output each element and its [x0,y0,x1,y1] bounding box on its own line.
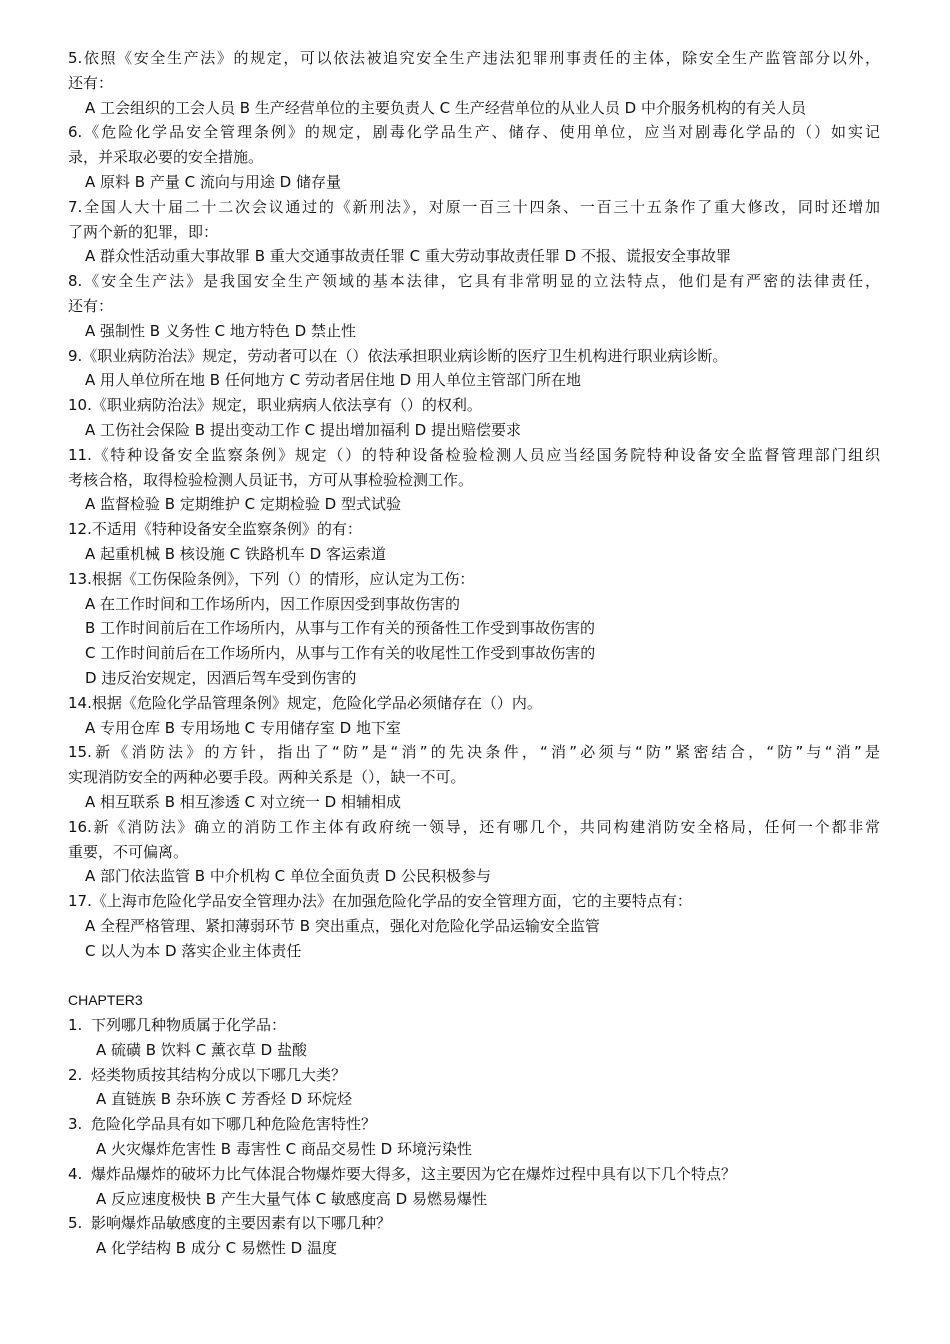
question-text: 还有： [68,73,114,92]
answer-options: A 工伤社会保险 B 提出变动工作 C 提出增加福利 D 提出赔偿要求 [85,420,521,439]
answer-option: C 工作时间前后在工作场所内，从事与工作有关的收尾性工作受到事故伤害的 [85,644,596,663]
question-text: 8.《安全生产法》是我国安全生产领域的基本法律，它具有非常明显的立法特点，他们是有严密的法律责任， [68,272,880,291]
question-text: 6.《危险化学品安全管理条例》的规定，剧毒化学品生产、储存、使用单位，应当对剧毒化学品的（）如实记 [68,123,880,142]
chapter-question [68,1162,880,1212]
question-block [68,344,880,394]
answer-options: A 专用仓库 B 专用场地 C 专用储存室 D 地下室 [85,718,401,737]
answer-options: A 相互联系 B 相互渗透 C 对立统一 D 相辅相成 [85,792,401,811]
question-text: 13.根据《工伤保险条例》，下列（）的情形，应认定为工伤： [68,569,475,588]
chapter-question-line [68,1211,880,1236]
answer-options: A 反应速度极快 B 产生大量气体 C 敏感度高 D 易燃易爆性 [96,1189,487,1208]
question-block [68,815,880,889]
chapter-question-line [68,1112,880,1137]
chapter-question [68,1013,880,1063]
answer-options: A 起重机械 B 核设施 C 铁路机车 D 客运索道 [85,544,386,563]
question-block [68,740,880,814]
chapter-question-line [68,1063,880,1088]
question-block [68,691,880,741]
question-block [68,195,880,269]
question-number: 2. [68,1065,83,1084]
question-text: 录，并采取必要的安全措施。 [68,148,264,167]
answer-options: A 化学结构 B 成分 C 易燃性 D 温度 [96,1239,337,1258]
question-text: 影响爆炸品敏感度的主要因素有以下哪几种？ [91,1214,392,1233]
question-text: 实现消防安全的两种必要手段。两种关系是（），缺一不可。 [68,768,466,787]
answer-options: A 部门依法监管 B 中介机构 C 单位全面负责 D 公民积极参与 [85,867,491,886]
question-text: 下列哪几种物质属于化学品： [91,1016,287,1035]
question-block [68,269,880,343]
question-text: 12.不适用《特种设备安全监察条例》的有： [68,520,362,539]
answer-options: A 原料 B 产量 C 流向与用途 D 储存量 [85,172,341,191]
question-text: 了两个新的犯罪，即： [68,222,219,241]
question-text: 5.依照《安全生产法》的规定，可以依法被追究安全生产违法犯罪刑事责任的主体，除安全生产监管部分以外， [68,49,880,67]
question-block [68,889,880,963]
chapter-title: CHAPTER3 [68,992,143,1009]
answer-options: A 用人单位所在地 B 任何地方 C 劳动者居住地 D 用人单位主管部门所在地 [85,371,581,390]
answer-option: A 在工作时间和工作场所内，因工作原因受到事故伤害的 [85,594,461,613]
question-text: 考核合格，取得检验检测人员证书，方可从事检验检测工作。 [68,470,474,489]
question-text: 重要，不可偏离。 [68,842,189,861]
question-number: 4. [68,1164,83,1183]
question-block [68,120,880,194]
answer-option: D 违反治安规定，因酒后驾车受到伤害的 [85,668,357,687]
answer-options: A 工会组织的工会人员 B 生产经营单位的主要负责人 C 生产经营单位的从业人员 D 中介服务机构的有关人员 [85,98,806,117]
question-text: 烃类物质按其结构分成以下哪几大类？ [91,1065,347,1084]
question-text: 危险化学品具有如下哪几种危险危害特性？ [91,1115,377,1134]
question-text: 爆炸品爆炸的破坏力比气体混合物爆炸要大得多，这主要因为它在爆炸过程中具有以下几个特点？ [91,1164,737,1183]
chapter-section [68,988,880,1261]
question-text: 11.《特种设备安全监察条例》规定（）的特种设备检验检测人员应当经国务院特种设备安全监督管理部门组织 [68,445,880,464]
spacer [68,963,880,988]
question-text: 10.《职业病防治法》规定，职业病病人依法享有（）的权利。 [68,396,482,415]
chapter-question [68,1063,880,1113]
answer-options: A 硫磺 B 饮料 C 薰衣草 D 盐酸 [96,1040,307,1059]
question-number: 3. [68,1115,83,1134]
document-content [68,46,880,1261]
chapter-question-line [68,1162,880,1187]
answer-options: A 直链族 B 杂环族 C 芳香烃 D 环烷烃 [96,1090,352,1109]
answer-options: A 火灾爆炸危害性 B 毒害性 C 商品交易性 D 环境污染性 [96,1140,472,1159]
question-text: 还有： [68,296,114,315]
question-block [68,517,880,567]
chapter-question-line [68,1013,880,1038]
question-block [68,393,880,443]
question-block [68,443,880,517]
question-text: 17.《上海市危险化学品安全管理办法》在加强危险化学品的安全管理方面，它的主要特点有： [68,892,692,911]
answer-option: C 以人为本 D 落实企业主体责任 [85,941,302,960]
question-number: 5. [68,1214,83,1233]
question-block [68,46,880,120]
answer-options: A 监督检验 B 定期维护 C 定期检验 D 型式试验 [85,495,401,514]
question-number: 1. [68,1016,83,1035]
answer-option: A 全程严格管理、紧扣薄弱环节 B 突出重点，强化对危险化学品运输安全监管 [85,916,600,935]
question-text: 7.全国人大十届二十二次会议通过的《新刑法》，对原一百三十四条、一百三十五条作了重大修改，同时还增加 [68,197,880,216]
question-block [68,567,880,691]
question-text: 14.根据《危险化学品管理条例》规定，危险化学品必须储存在（）内。 [68,693,542,712]
answer-options: A 强制性 B 义务性 C 地方特色 D 禁止性 [85,321,356,340]
answer-option: B 工作时间前后在工作场所内，从事与工作有关的预备性工作受到事故伤害的 [85,619,596,638]
question-text: 15.新《消防法》的方针，指出了“防”是“消”的先决条件，“消”必须与“防”紧密结合，“防”与“消”是 [68,743,880,762]
question-text: 16.新《消防法》确立的消防工作主体有政府统一领导，还有哪几个，共同构建消防安全格局，任何一个都非常 [68,817,880,836]
answer-options: A 群众性活动重大事故罪 B 重大交通事故责任罪 C 重大劳动事故责任罪 D 不报、谎报安全事故罪 [85,247,731,266]
question-text: 9.《职业病防治法》规定，劳动者可以在（）依法承担职业病诊断的医疗卫生机构进行职业病诊断。 [68,346,728,365]
chapter-question [68,1112,880,1162]
chapter-question [68,1211,880,1261]
